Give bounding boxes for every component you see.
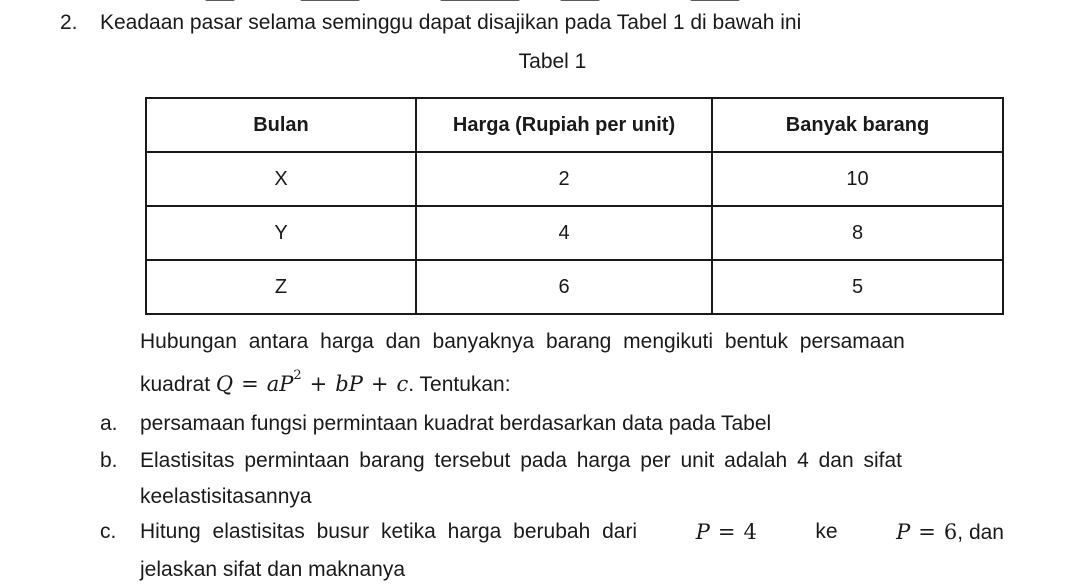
eq-sign: = <box>918 520 936 544</box>
paragraph-line-1 <box>140 330 1004 354</box>
eq-sign: = <box>717 520 736 544</box>
question-heading <box>60 11 801 35</box>
price-to-equation <box>896 520 957 544</box>
table-row <box>146 260 1003 314</box>
item-c-ke: ke <box>815 520 838 543</box>
cell-bulan: Y <box>146 206 416 260</box>
cell-harga: 2 <box>416 152 712 206</box>
table-caption: Tabel 1 <box>518 50 587 73</box>
item-b-line-1 <box>140 449 1004 473</box>
paragraph-prefix: kuadrat <box>140 373 211 396</box>
cell-harga: 6 <box>416 260 712 314</box>
cell-banyak: 10 <box>712 152 1003 206</box>
paragraph-text: Hubungan antara harga dan banyaknya barang mengikuti bentuk persamaan <box>140 330 905 353</box>
cell-harga: 4 <box>416 206 712 260</box>
price-from-equation <box>696 520 757 545</box>
question-text: Keadaan pasar selama seminggu dapat disajikan pada Tabel 1 di bawah ini <box>100 11 802 34</box>
cell-banyak: 8 <box>712 206 1003 260</box>
header-harga: Harga (Rupiah per unit) <box>416 98 712 152</box>
header-bulan: Bulan <box>146 98 416 152</box>
eq-sign: = <box>241 372 259 396</box>
item-b-line-2: keelastisitasannya <box>140 485 312 508</box>
table-row <box>146 206 1003 260</box>
item-a-label: a. <box>100 412 118 435</box>
item-c-line-1 <box>140 520 1004 545</box>
question-number: 2. <box>60 11 78 34</box>
cell-banyak: 5 <box>712 260 1003 314</box>
market-data-table <box>145 97 1004 315</box>
eq-term-c: c <box>396 372 409 396</box>
paragraph-line-2 <box>140 368 511 397</box>
var-p: P <box>695 520 710 544</box>
header-banyak-barang: Banyak barang <box>712 98 1003 152</box>
cell-bulan: Z <box>146 260 416 314</box>
eq-term-ap: aP <box>266 372 294 396</box>
item-a-text: persamaan fungsi permintaan kuadrat berdasarkan data pada Tabel <box>140 412 772 435</box>
item-c-tail: , dan <box>957 521 1004 544</box>
cell-bulan: X <box>146 152 416 206</box>
eq-plus: + <box>309 372 328 396</box>
paragraph-suffix: . Tentukan: <box>408 373 511 396</box>
table-header-row <box>146 98 1003 152</box>
price-from: 4 <box>743 520 757 544</box>
item-b-label: b. <box>100 449 118 472</box>
var-p: P <box>896 520 911 544</box>
price-to: 6 <box>943 520 958 544</box>
item-c-label: c. <box>100 520 117 543</box>
eq-term-bp: bP <box>335 372 363 396</box>
eq-lhs: Q <box>215 372 234 396</box>
item-c-text: Hitung elastisitas busur ketika harga berubah dari <box>140 520 638 543</box>
eq-plus: + <box>370 372 389 396</box>
quadratic-equation <box>215 368 409 396</box>
item-b-text: Elastisitas permintaan barang tersebut pada harga per unit adalah 4 dan sifat <box>140 449 902 472</box>
eq-exponent: 2 <box>293 368 302 383</box>
cropped-previous-text <box>0 0 1080 4</box>
item-c-line-2: jelaskan sifat dan maknanya <box>140 558 405 581</box>
table-row <box>146 152 1003 206</box>
